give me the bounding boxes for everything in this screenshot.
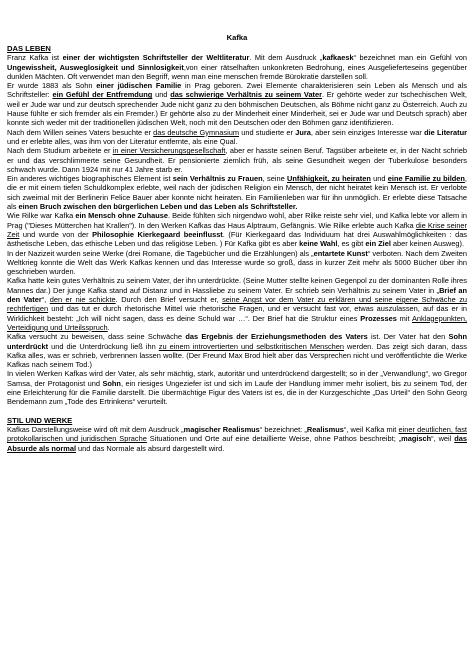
text-run: In der Nazizeit wurden seine Werke (drei Romane, die Tagebücher und die Erzählungen) als „ [7,248,314,258]
emphasis-text: magisch [401,434,432,444]
text-run: und studierte er [239,127,296,137]
emphasis-text: in einer Versicherungsgesellschaft [112,146,226,156]
paragraph [7,249,467,277]
text-run: Wie Rilke war Kafka [7,211,76,221]
emphasis-text: einen Bruch zwischen den bürgerlichen Leben und das Leben als Schriftsteller. [18,202,298,212]
emphasis-text: Sohn unterdrückt [7,332,467,351]
emphasis-text: seine Angst vor dem Vater zu erklären und seine eigene Schwäche zu rechtfertigen [7,295,468,314]
text-run: “ bezeichnet man ein Gefühl von [353,53,467,63]
text-run: Nach dem Willen seines Vaters besuchte er [7,127,154,137]
emphasis-text: ein Gefühl der Entfremdung [52,90,153,100]
text-run: Kafka versucht zu beweisen, dass seine Schwäche [7,332,186,342]
text-run: “, weil [431,434,455,444]
text-run: , aber sein einziges Interesse war [310,127,425,137]
text-run: Er wurde 1883 als Sohn [7,81,97,91]
emphasis-text: Unfähigkeit, zu heiraten [287,174,371,184]
emphasis-text: die Literatur [424,127,467,137]
text-run: ,von einer rätselhaften unkonkreten Bedrohung, eines Ausgelieferteseins gegenüber dunklen Mächten. Oft verwendet man den Begriff, wenn man eine menschen fremde Bürokratie darstellen soll. [7,62,467,81]
text-run: , ein riesiges Ungeziefer ist und sich im Laufe der Handlung immer mehr isoliert, bis zu seinem Tod, der eine Erleichterung für die Familie darstellt. Die übermächtige Figur des Vaters ist es, die in der Kurzgeschichte „Das Urteil“ den Sohn Georg Bendemann zum „Tode des Ertrinkens“ verurteilt. [7,378,467,407]
emphasis-text: das schwierige Verhältnis zu seinem Vater [170,90,322,100]
text-run: Nach dem Studium arbeitete er [7,146,113,156]
paragraph [7,211,467,248]
text-run: und er erlebte alles, was ihm von der Literatur entfernte, als eine Qual. [7,136,238,146]
text-run: , aber er hasste seinen Beruf. Tagsüber arbeitete er, in der Nacht schrieb er und das verschlimmerte seine Gesundheit. Er pensionierte ziemlich früh, als seine Gesundheit wegen der Tuberkulose besonders schwach wurde. Dann 1924 mit nur 41 Jahre starb er. [7,146,467,174]
emphasis-text: einer deutlichen, fast protokollarischen und juridischen Sprache [7,425,467,444]
emphasis-text: das Absurde als normal [7,434,468,453]
text-run: mit [396,313,412,323]
emphasis-text: Sohn [102,378,121,388]
emphasis-text: das deutsche Gymnasium [153,127,239,137]
text-run: und die Unterdrückung ließ ihn [48,341,159,351]
text-run: “ verboten. Nach dem Zweiten Weltkrieg konnte die Welt das Werk Kafkas kennen und das Interesse wurde so groß, dass in kurzer Zeit mehr als 5000 Bücher über ihn geschrieben wurden. [7,248,467,277]
emphasis-text: zu einem introvertierten und selbstkritischen Menschen [158,341,345,351]
text-run: . (Für Kierkegaard das Individuum hat drei Auswahlmöglichkeiten : das ästhetische Leben, das ethische Leben und das religiöse Leben. ) Für Kafka gibt es aber [7,229,468,249]
emphasis-text: ein Ziel [365,239,391,249]
emphasis-text: die Krise seiner Zeit [7,220,467,239]
emphasis-text: Prozesses [360,313,397,323]
text-run: . [107,322,110,332]
text-run: . Er gehörte weder zur tschechischen Welt, weil er Jude war und zur deutsch sprechender Jude nicht ganz zu den böhmischen Deutschen, als Böhme nicht ganz zu Österreich. Auch zu Hause fühlte er sich fremder als ein Fremder.) Er gehörte also zu der Minderheit einer Minderheit, sei er Jude war und Deutsch sprach) aber konnte sich weder mit der traditionellen jüdischen Welt, noch mit den Deutschen oder den Böhmen ganz identifizieren. [7,90,467,128]
text-run: “ bezeichnet: „ [259,425,307,435]
document-body [7,44,467,453]
emphasis-text: eine Familie zu bilden [387,174,465,184]
text-run: und das Normale als absurd dargestellt wird. [76,443,225,453]
emphasis-text: sein Verhältnis zu Frauen [172,174,263,184]
emphasis-text: das Ergebnis der Erziehungsmethoden des Vaters [185,332,368,342]
emphasis-text: Realismus [306,425,344,435]
emphasis-text: keine Wahl [299,239,338,249]
emphasis-text: entartete Kunst [313,248,368,258]
text-run: und das tut er durch rhetorische Mittel wie rhetorische Fragen, und er versucht fast vor, etwas auszulassen, auf das er in Wirklichkeit besteht: „Ich will nicht sagen, dass es deine Schuld war …“. Der Brief hat die Struktur eines [7,304,467,323]
text-run: Kafka hatte kein gutes Verhältnis zu seinem Vater, der ihn unterdrückte. (Seine Mutter stellte keinen Gegenpol zu der dominanten Rolle ihres Mannes dar.) Der junge Kafka stand auf Distanz und in Hassliebe zu seinem Vater. Er schrieb sein Verhältnis zu seinem Vater in „ [7,276,467,295]
section-spacer [7,407,467,416]
paragraph [7,332,467,369]
text-run: und [370,174,388,184]
text-run: und wurde von der [19,229,93,239]
text-run: und [152,90,171,100]
text-run: , es gibt [337,239,366,249]
section-heading: DAS LEBEN [7,44,51,53]
text-run: aber keinen Ausweg). [390,239,465,249]
text-run: , die er mit einem tiefen Schuldkomplex erlebte, weil nach der jüdischen Religion ein Mensch, der nicht heiratet kein Mensch ist. Er verlobte sich zweimal mit der Berlinerin Felice Bauer aber konnte nicht heiraten. Ein Familienleben war für ihn unmöglich. Er erlebte diese Tatsache als [7,174,467,212]
paragraph [7,276,467,332]
emphasis-text: Jura [295,127,311,137]
text-run: Ein anderes wichtiges biographisches Element ist [7,174,173,184]
paragraph [7,53,467,81]
page-title: Kafka [226,33,248,42]
emphasis-text: magischer Realismus [183,425,260,435]
paragraph [7,128,467,147]
text-run: Situationen und Orte auf eine detaillierte Weise, ohne Pathos beschreibt; „ [146,434,402,444]
emphasis-text: den er nie schickte [49,295,116,305]
emphasis-text: kafkaesk [322,53,354,63]
text-run: werden. Das zeigt sich daran, dass Kafka alles, was er schrieb, verbrennen lassen wollte. (Der Freund Max Brod hielt aber das Versprechen nicht und veröffentlichte die Werke Kafkas nach seinem Tod.) [7,341,467,370]
paragraph [7,81,467,127]
emphasis-text: einer jüdischen Familie [96,81,182,91]
paragraph [7,425,467,453]
text-run: Franz Kafka ist [7,53,63,63]
emphasis-text: einer der wichtigsten Schriftsteller der Weltliteratur [62,53,250,63]
text-run: “, [41,295,50,305]
text-run: . Durch den Brief versucht er, [115,295,223,305]
emphasis-text: Philosophie Kierkegaard beeinflusst [92,229,223,239]
paragraph [7,146,467,174]
emphasis-text: Anklagepunkten, Verteidigung und Urteilsspruch [7,313,467,332]
section-heading: STIL UND WERKE [7,415,73,425]
text-run: ist. Der Vater hat den [367,332,449,342]
text-run: Kafkas Darstellungsweise wird oft mit dem Ausdruck „ [7,425,184,435]
emphasis-text: Ungewissheit, Ausweglosigkeit und Sinnlosigkeit [7,62,184,72]
text-run: , seine [262,174,287,184]
text-run: In vielen Werken Kafkas wird der Vater, als sehr mächtig, stark, autoritär und unterdrückend dargestellt; so in der „Verwandlung“, wo Gregor Samsa, der Protagonist und [7,369,467,388]
emphasis-text: Brief an den Vater [7,285,467,305]
paragraph [7,174,467,211]
paragraph [7,369,467,406]
text-run: in Prag geboren. Zwei Elemente charakterisieren sein Leben als Mensch und als Schriftsteller: [7,81,468,100]
text-run: . Beide fühlten sich nirgendwo wohl, aber Rilke reiste sehr viel, und Kafka lebte vor allem in Prag ("Dieses Mütterchen hat Krallen"). In den Werken Kafkas das Haus Alptraum, Gefängnis. Wie Rilke erlebte auch Kafka [7,211,468,230]
text-run: . Mit dem Ausdruck „ [249,53,323,63]
text-run: “, weil Kafka mit [343,425,399,435]
emphasis-text: ein Mensch ohne Zuhause [75,211,168,221]
